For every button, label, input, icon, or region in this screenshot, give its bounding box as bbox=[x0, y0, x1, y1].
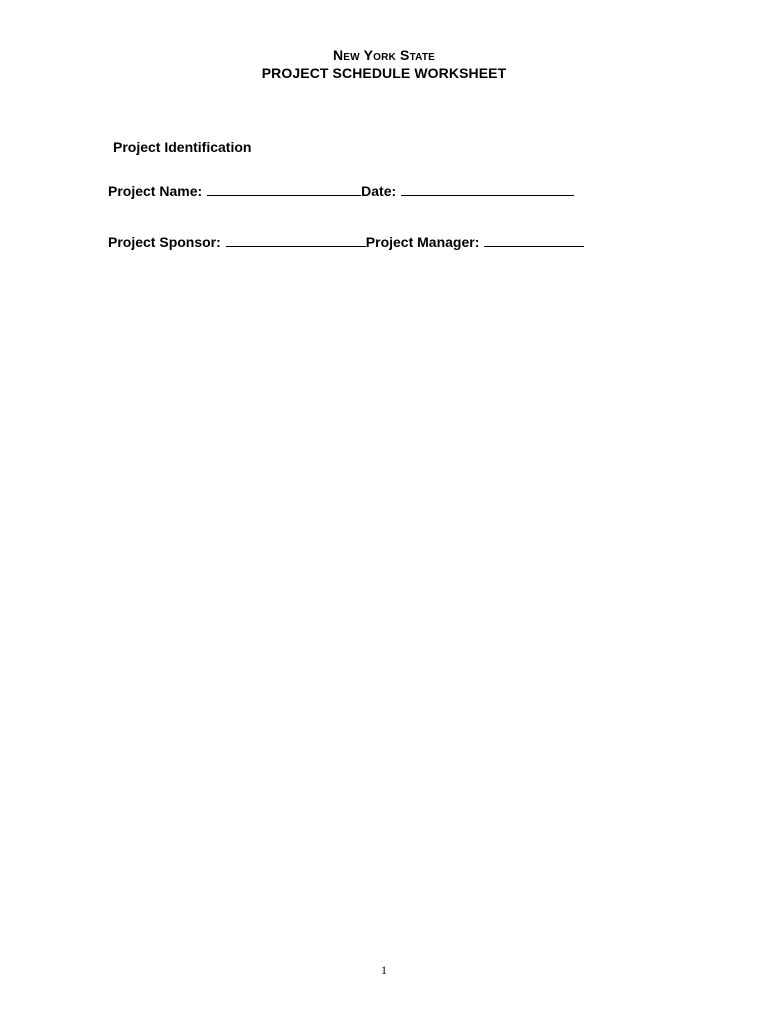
project-sponsor-label: Project Sponsor: bbox=[108, 234, 221, 250]
form-row-name-date bbox=[108, 182, 574, 200]
form-row-sponsor-manager bbox=[108, 233, 584, 251]
date-blank[interactable] bbox=[401, 183, 574, 196]
project-sponsor-blank[interactable] bbox=[226, 234, 366, 247]
project-name-label: Project Name: bbox=[108, 183, 203, 199]
document-header bbox=[0, 46, 768, 82]
project-manager-blank[interactable] bbox=[484, 234, 584, 247]
project-manager-label: Project Manager: bbox=[365, 234, 480, 250]
project-name-blank[interactable] bbox=[207, 183, 361, 196]
page-number: 1 bbox=[381, 963, 387, 977]
date-label: Date: bbox=[361, 183, 397, 199]
document-title: PROJECT SCHEDULE WORKSHEET bbox=[261, 65, 507, 81]
section-heading-project-identification: Project Identification bbox=[113, 139, 252, 155]
organization-name: New York State bbox=[332, 47, 436, 63]
